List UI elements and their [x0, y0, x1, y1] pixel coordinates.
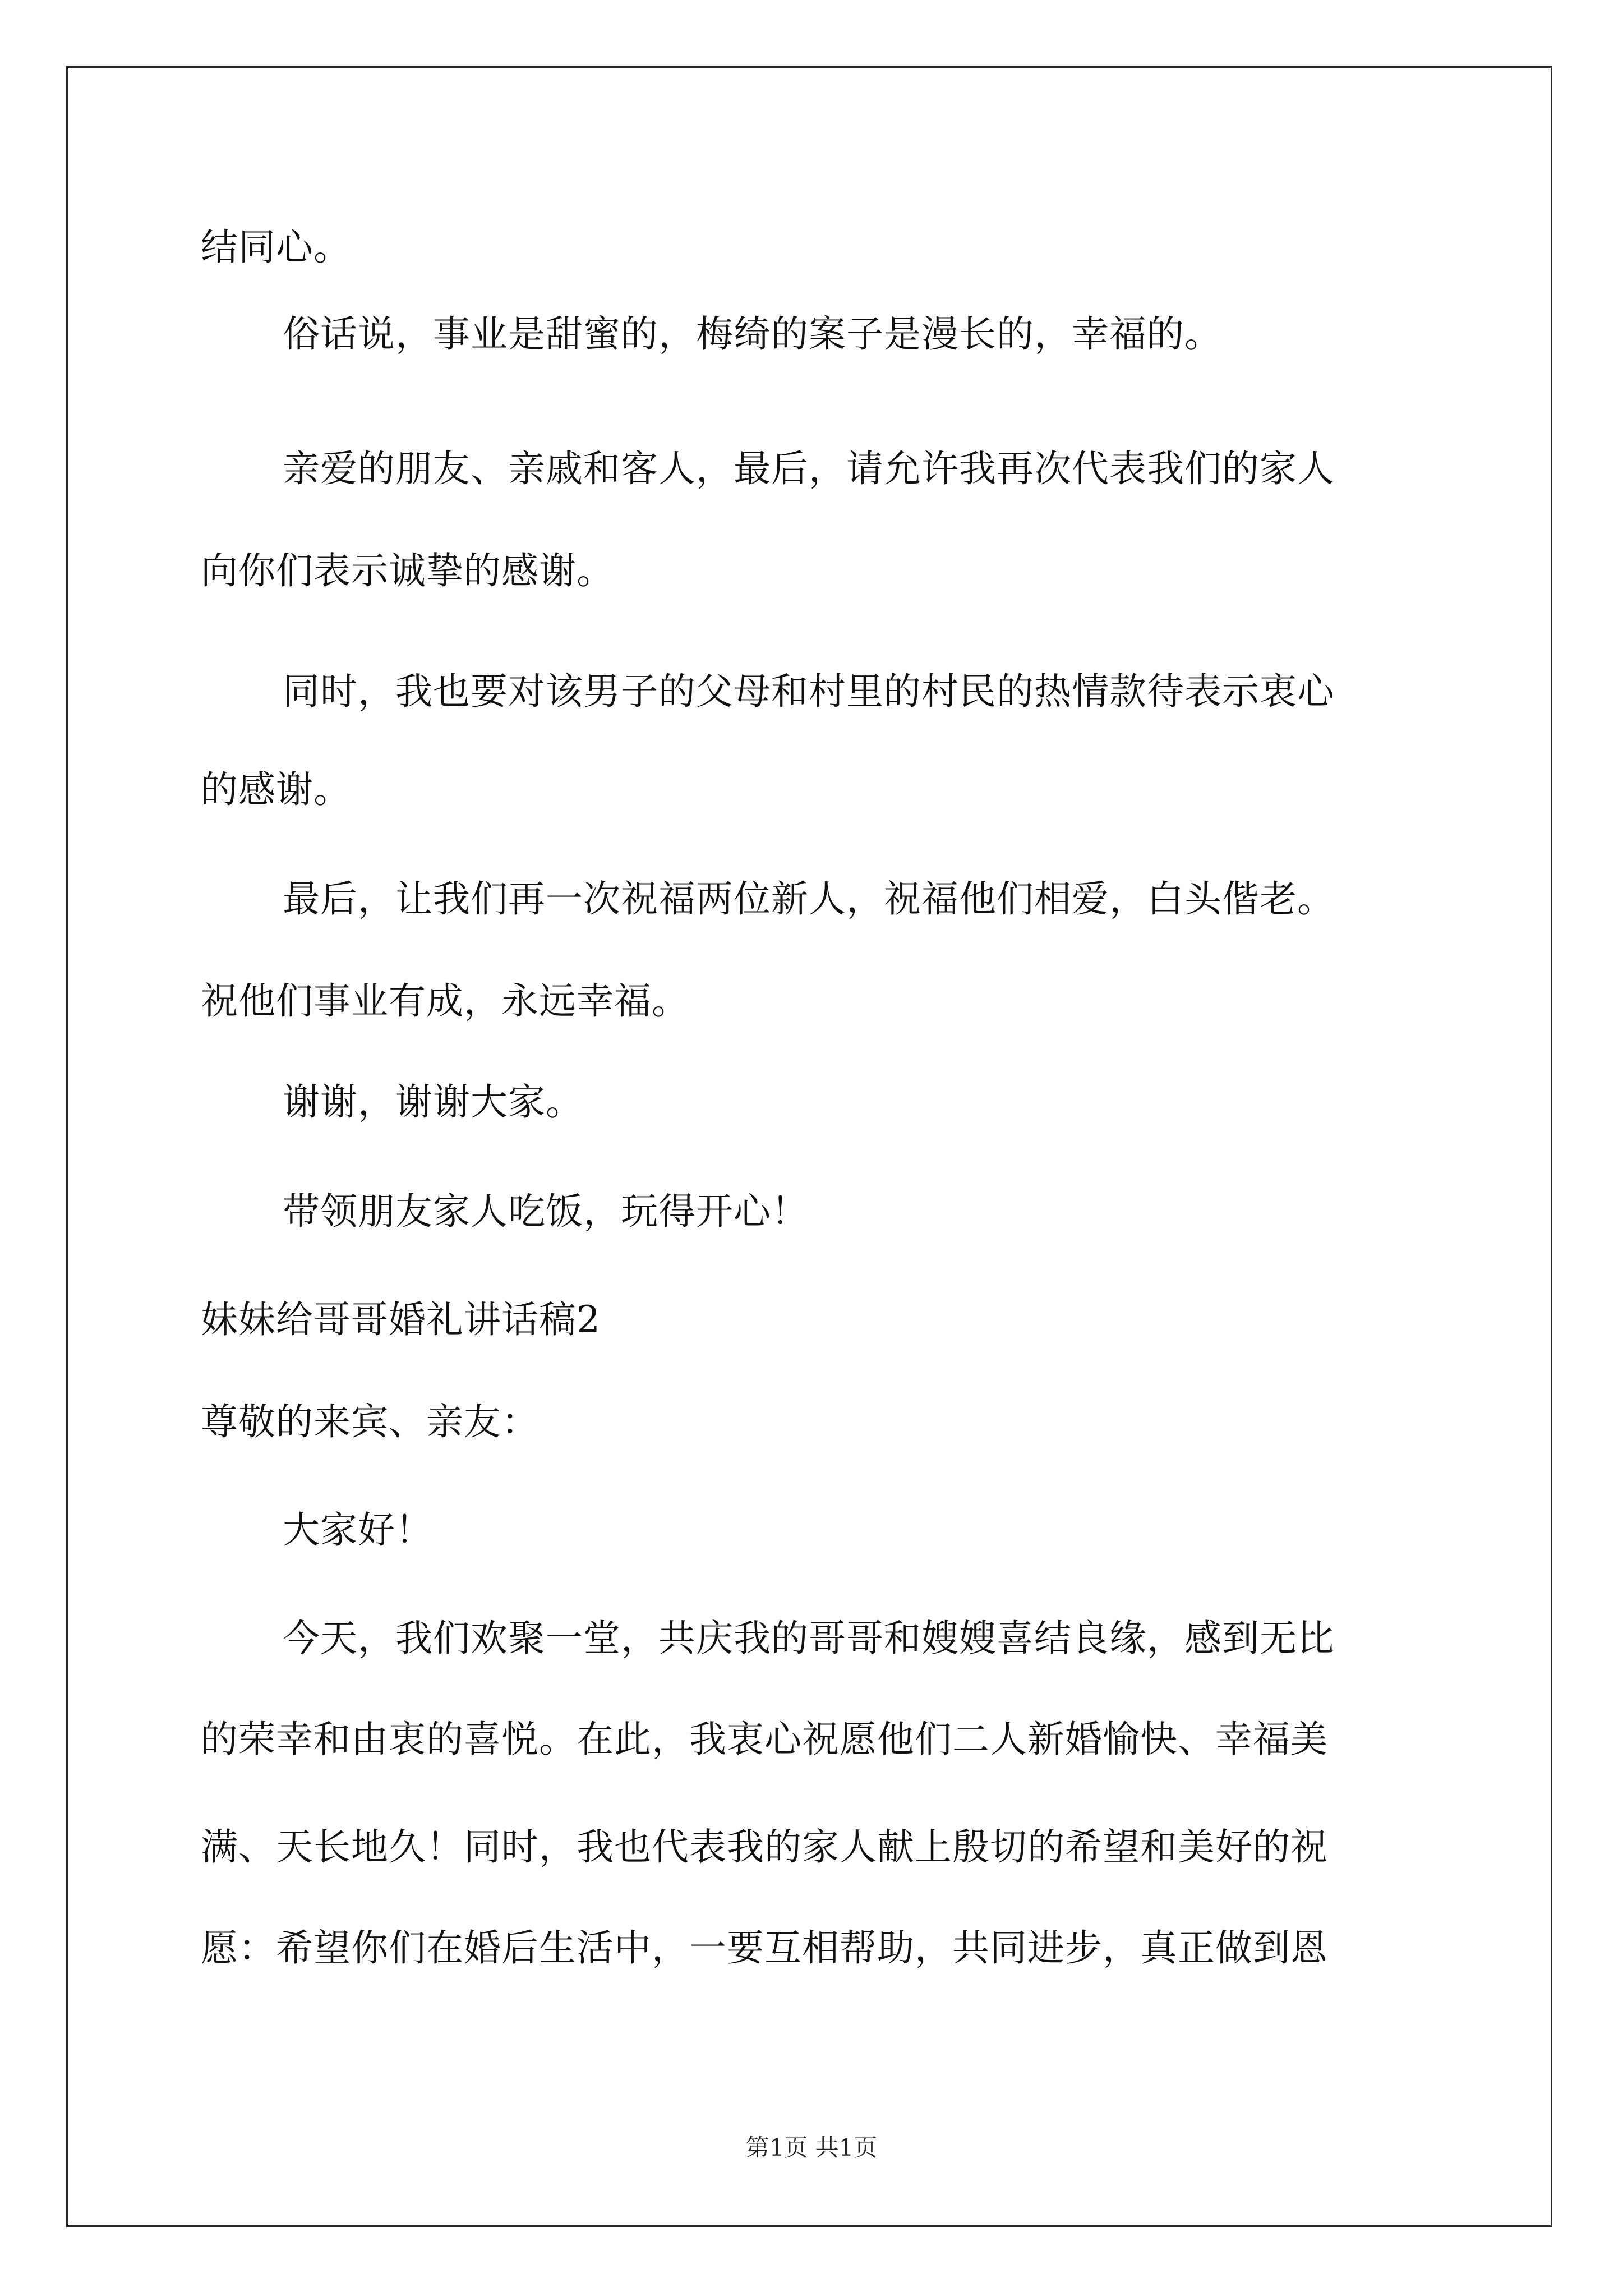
paragraph-line: 亲爱的朋友、亲戚和客人，最后，请允许我再次代表我们的家人 — [283, 447, 1335, 490]
text-line: 的荣幸和由衷的喜悦。在此，我衷心祝愿他们二人新婚愉快、幸福美 — [201, 1718, 1328, 1761]
text-line: 向你们表示诚挚的感谢。 — [201, 549, 614, 592]
paragraph-line: 谢谢，谢谢大家。 — [283, 1080, 583, 1124]
page-footer: 第1页 共1页 — [745, 2134, 878, 2161]
text-line: 结同心。 — [201, 226, 351, 269]
text-line: 愿：希望你们在婚后生活中，一要互相帮助，共同进步，真正做到恩 — [201, 1926, 1328, 1970]
paragraph-line: 最后，让我们再一次祝福两位新人，祝福他们相爱，白头偕老。 — [283, 877, 1335, 921]
salutation-line: 尊敬的来宾、亲友： — [201, 1400, 539, 1443]
paragraph-line: 俗话说，事业是甜蜜的，梅绮的案子是漫长的，幸福的。 — [283, 312, 1222, 356]
paragraph-line: 今天，我们欢聚一堂，共庆我的哥哥和嫂嫂喜结良缘，感到无比 — [283, 1617, 1335, 1660]
paragraph-line: 同时，我也要对该男子的父母和村里的村民的热情款待表示衷心 — [283, 670, 1335, 713]
paragraph-line: 带领朋友家人吃饭，玩得开心！ — [283, 1190, 809, 1233]
text-line: 满、天长地久！同时，我也代表我的家人献上殷切的希望和美好的祝 — [201, 1825, 1328, 1869]
page-border — [66, 66, 1552, 2227]
section-heading: 妹妹给哥哥婚礼讲话稿2 — [201, 1298, 601, 1341]
greeting-line: 大家好！ — [283, 1508, 433, 1552]
text-line: 的感谢。 — [201, 768, 351, 811]
text-line: 祝他们事业有成，永远幸福。 — [201, 979, 689, 1023]
